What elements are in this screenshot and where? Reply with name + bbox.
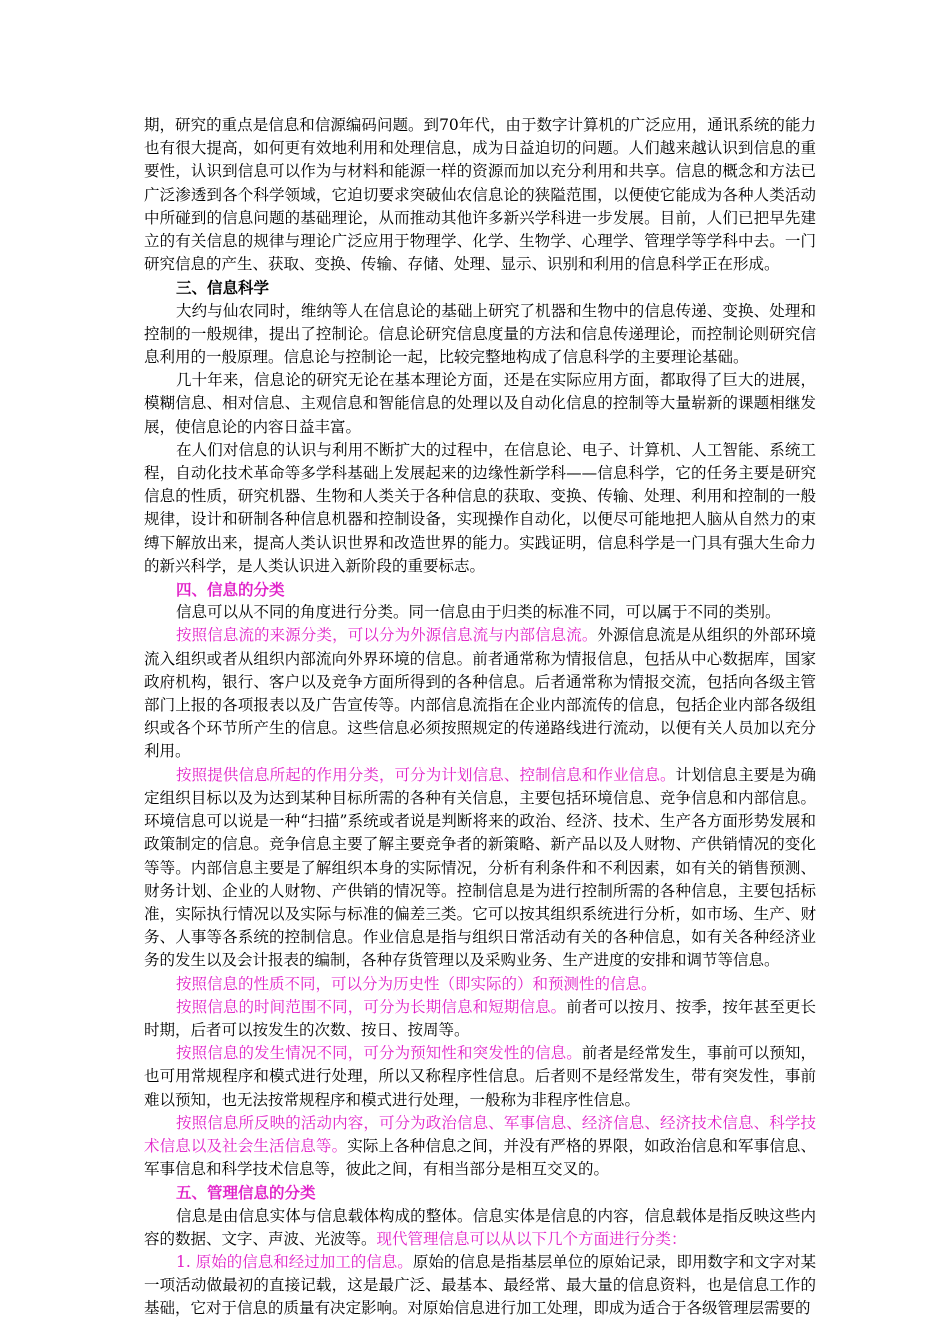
- paragraph: [144, 973, 816, 996]
- text-run: 在人们对信息的认识与利用不断扩大的过程中，在信息论、电子、计算机、人工智能、系统工程，自动化技术革命等多学科基础上发展起来的边缘性新学科——信息科学，它的任务主要是研究信息的性质，研究机器、生物和人类关于各种信息的获取、变换、传输、处理、利用和控制的一般规律，设计和研制各种信息机器和控制设备，实现操作自动化，以便尽可能地把人脑从自然力的束缚下解放出来，提高人类认识世界和改造世界的能力。实践证明，信息科学是一门具有强大生命力的新兴科学，是人类认识进入新阶段的重要标志。: [144, 440, 816, 575]
- text-run: 前者是经常发生，事前可以预知，也可用常规程序和模式进行处理，所以又称程序性信息。后者则不是经常发生，带有突发性，事前难以预知，也无法按常规程序和模式进行处理，一般称为非程序性信息。: [144, 1044, 816, 1109]
- paragraph: [144, 369, 816, 439]
- text-run: 计划信息主要是为确定组织目标以及为达到某种目标所需的各种有关信息，主要包括环境信息、竞争信息和内部信息。环境信息可以说是一种“扫描”系统或者说是判断将来的政治、经济、技术、生产各方面形势发展和政策制定的信息。竞争信息主要了解主要竞争者的新策略、新产品以及人财物、产供销情况的变化等等。内部信息主要是了解组织本身的实际情况，分析有利条件和不利因素，如有关的销售预测、财务计划、企业的人财物、产供销的情况等。控制信息是为进行控制所需的各种信息，主要包括标准，实际执行情况以及实际与标准的偏差三类。它可以按其组织系统进行分析，如市场、生产、财务、人事等各系统的控制信息。作业信息是指与组织日常活动有关的各种信息，如有关各种经济业务的发生以及会计报表的编制，各种存货管理以及采购业务、生产进度的安排和调节等信息。: [144, 765, 816, 970]
- text-run: 实际上各种信息之间，并没有严格的界限，如政治信息和军事信息、军事信息和科学技术信息等，彼此之间，有相当部分是相互交叉的。: [144, 1136, 816, 1179]
- text-run: 信息是由信息实体与信息载体构成的整体。信息实体是信息的内容，信息载体是指反映这些内容的数据、文字、声波、光波等。: [144, 1206, 816, 1248]
- highlighted-text: 按照信息的时间范围不同，可分为长期信息和短期信息。: [176, 997, 567, 1016]
- text-run: 原始的信息是指基层单位的原始记录，即用数字和文字对某一项活动做最初的直接记载，这是最广泛、最基本、最经常、最大量的信息资料，也是信息工作的基础，它对于信息的质量有决定影响。对原始信息进行加工处理，即成为适合于各级管理层需要的: [144, 1252, 816, 1318]
- paragraph: [144, 114, 816, 276]
- highlighted-text: 现代管理信息可以从以下几个方面进行分类：: [376, 1229, 687, 1248]
- text-run: 外源信息流是从组织的外部环境流入组织或者从组织内部流向外界环境的信息。前者通常称为情报信息，包括从中心数据库，国家政府机构，银行、客户以及竞争方面所得到的各种信息。后者通常称为情报交流，包括向各级主管部门上报的各项报表以及广告宣传等。内部信息流指在企业内部流传的信息，包括企业内部各级组织或各个环节所产生的信息。这些信息必须按照规定的传递路线进行流动，以便有关人员加以充分利用。: [144, 626, 816, 761]
- highlighted-text: 按照信息的发生情况不同，可分为预知性和突发性的信息。: [176, 1044, 582, 1063]
- heading-text: 四、信息的分类: [176, 580, 285, 600]
- paragraph: [144, 1042, 816, 1112]
- text-run: 信息可以从不同的角度进行分类。同一信息由于归类的标准不同，可以属于不同的类别。: [176, 603, 781, 622]
- paragraph: [144, 601, 816, 624]
- highlighted-text: 1. 原始的信息和经过加工的信息。: [176, 1252, 413, 1271]
- paragraph: [144, 300, 816, 370]
- highlighted-text: 按照信息流的来源分类，可以分为外源信息流与内部信息流。: [176, 626, 598, 645]
- highlighted-text: 按照信息的性质不同，可以分为历史性（即实际的）和预测性的信息。: [176, 974, 657, 993]
- paragraph: [144, 1112, 816, 1182]
- text-run: 期，研究的重点是信息和信源编码问题。到70年代，由于数字计算机的广泛应用，通讯系统的能力也有很大提高，如何更有效地利用和处理信息，成为日益迫切的问题。人们越来越认识到信息的重要性，认识到信息可以作为与材料和能源一样的资源而加以充分利用和共享。信息的概念和方法已广泛渗透到各个科学领域，它迫切要求突破仙农信息论的狭隘范围，以便使它能成为各种人类活动中所碰到的信息问题的基础理论，从而推动其他许多新兴学科进一步发展。目前，人们已把早先建立的有关信息的规律与理论广泛应用于物理学、化学、生物学、心理学、管理学等学科中去。一门研究信息的产生、获取、变换、传输、存储、处理、显示、识别和利用的信息科学正在形成。: [144, 116, 816, 274]
- paragraph: [144, 624, 816, 763]
- highlighted-text: 按照信息所反映的活动内容，可分为政治信息、军事信息、经济信息、经济技术信息、科学技术信息以及社会生活信息等。: [144, 1113, 816, 1155]
- text-run: 几十年来，信息论的研究无论在基本理论方面，还是在实际应用方面，都取得了巨大的进展，模糊信息、相对信息、主观信息和智能信息的处理以及自动化信息的控制等大量崭新的课题相继发展，使信息论的内容日益丰富。: [144, 371, 816, 436]
- text-run: 前者可以按月、按季，按年甚至更长时期，后者可以按发生的次数、按日、按周等。: [144, 997, 816, 1039]
- highlighted-text: 按照提供信息所起的作用分类，可分为计划信息、控制信息和作业信息。: [176, 765, 676, 784]
- section-heading-management-info: [144, 1181, 816, 1204]
- paragraph: [144, 1205, 816, 1251]
- paragraph: [144, 764, 816, 973]
- paragraph: [144, 996, 816, 1042]
- heading-text: 三、信息科学: [176, 278, 270, 298]
- section-heading-info-classification: [144, 578, 816, 601]
- document-page: [144, 114, 816, 1321]
- paragraph: [144, 1251, 816, 1321]
- heading-text: 五、管理信息的分类: [176, 1183, 316, 1203]
- paragraph: [144, 439, 816, 578]
- text-run: 大约与仙农同时，维纳等人在信息论的基础上研究了机器和生物中的信息传递、变换、处理和控制的一般规律，提出了控制论。信息论研究信息度量的方法和信息传递理论，而控制论则研究信息利用的一般原理。信息论与控制论一起，比较完整地构成了信息科学的主要理论基础。: [144, 301, 816, 367]
- section-heading-info-science: [144, 276, 816, 299]
